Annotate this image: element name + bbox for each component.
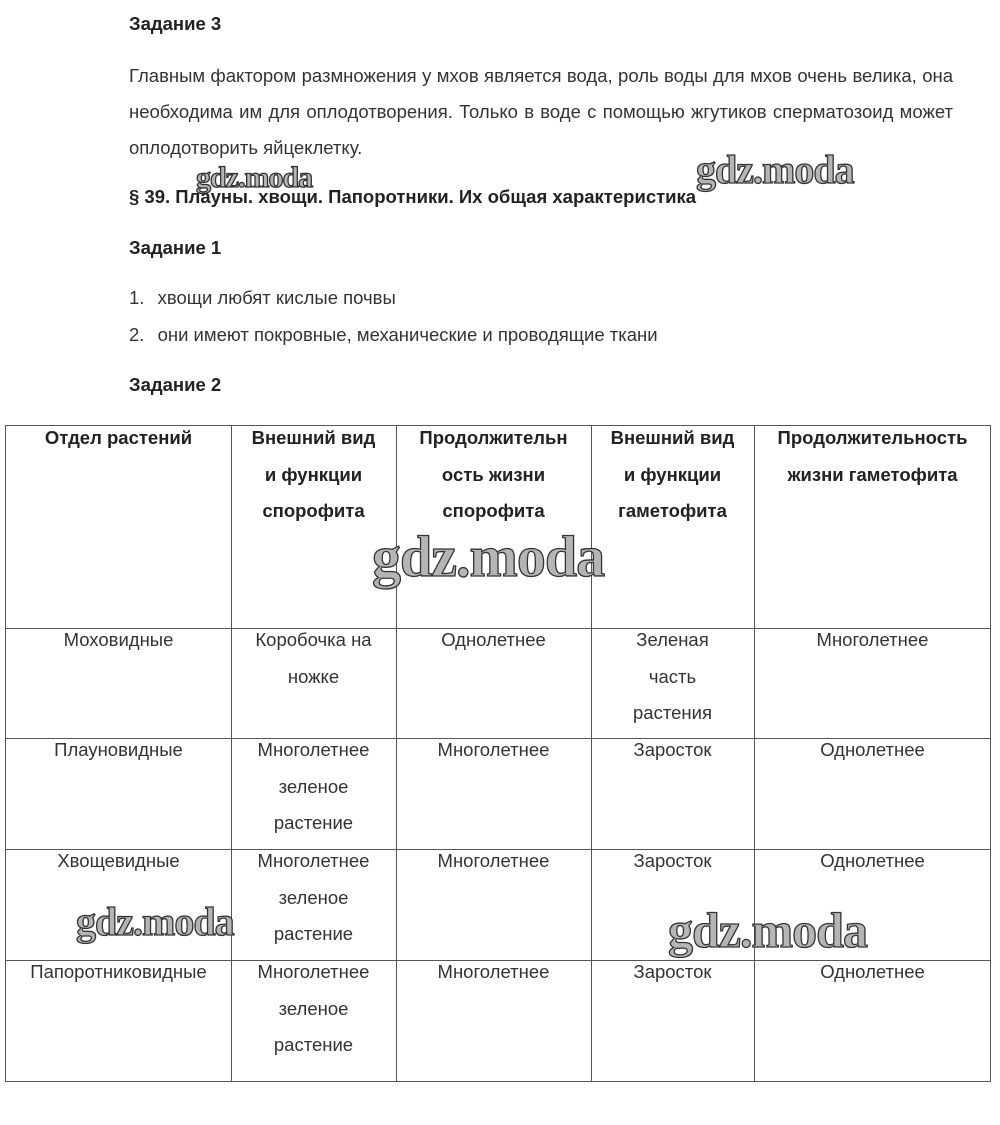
table-cell: Многолетнее bbox=[437, 850, 550, 871]
watermark: gdz.moda bbox=[668, 902, 867, 958]
table-cell: Многолетнее зеленое растение bbox=[257, 850, 370, 945]
list-text: хвощи любят кислые почвы bbox=[157, 287, 396, 308]
list-item bbox=[129, 287, 396, 309]
table-cell: Многолетнее bbox=[437, 961, 550, 982]
list-item bbox=[129, 324, 658, 346]
table-cell: Многолетнее bbox=[437, 739, 550, 760]
watermark: gdz.moda bbox=[76, 899, 234, 944]
list-text: они имеют покровные, механические и проводящие ткани bbox=[157, 324, 658, 345]
table-cell: Многолетнее зеленое растение bbox=[257, 961, 370, 1056]
table-cell: Многолетнее bbox=[816, 629, 929, 650]
list-number: 1. bbox=[129, 287, 145, 308]
table-header-cell: Продолжительн ость жизни спорофита bbox=[419, 427, 568, 522]
table-cell: Коробочка на ножке bbox=[255, 629, 372, 687]
table-cell: Многолетнее зеленое растение bbox=[257, 739, 370, 834]
task2-title: Задание 2 bbox=[129, 374, 222, 395]
watermark: gdz.moda bbox=[196, 161, 313, 194]
table-cell: Папоротниковидные bbox=[30, 961, 207, 982]
section-title: § 39. Плауны. хвощи. Папоротники. Их общая характеристика bbox=[129, 186, 697, 207]
table-cell: Однолетнее bbox=[441, 629, 546, 650]
table-cell: Заросток bbox=[633, 961, 712, 982]
table-cell: Однолетнее bbox=[820, 961, 925, 982]
table-header-cell: Внешний вид и функции спорофита bbox=[251, 427, 376, 522]
table-cell: Однолетнее bbox=[820, 739, 925, 760]
table-cell: Заросток bbox=[633, 739, 712, 760]
table-cell: Зеленая часть растения bbox=[633, 629, 712, 724]
table-header-cell: Продолжительность жизни гаметофита bbox=[777, 427, 968, 485]
table-header-cell: Отдел растений bbox=[44, 427, 193, 448]
task3-text: Главным фактором размножения у мхов является вода, роль воды для мхов очень велика, она необходима им для оплодотворения. Только в воде с помощью жгутиков сперматозоид может оплодотворить яйцеклетку. bbox=[129, 65, 953, 158]
table-cell: Хвощевидные bbox=[57, 850, 180, 871]
list-number: 2. bbox=[129, 324, 145, 345]
task3-title: Задание 3 bbox=[129, 13, 222, 34]
table-cell: Однолетнее bbox=[820, 850, 925, 871]
watermark: gdz.moda bbox=[372, 524, 605, 589]
watermark: gdz.moda bbox=[696, 147, 854, 192]
table-header-cell: Внешний вид и функции гаметофита bbox=[610, 427, 735, 522]
task1-title: Задание 1 bbox=[129, 237, 222, 258]
table-cell: Заросток bbox=[633, 850, 712, 871]
table-cell: Плауновидные bbox=[54, 739, 183, 760]
table-cell: Моховидные bbox=[63, 629, 174, 650]
